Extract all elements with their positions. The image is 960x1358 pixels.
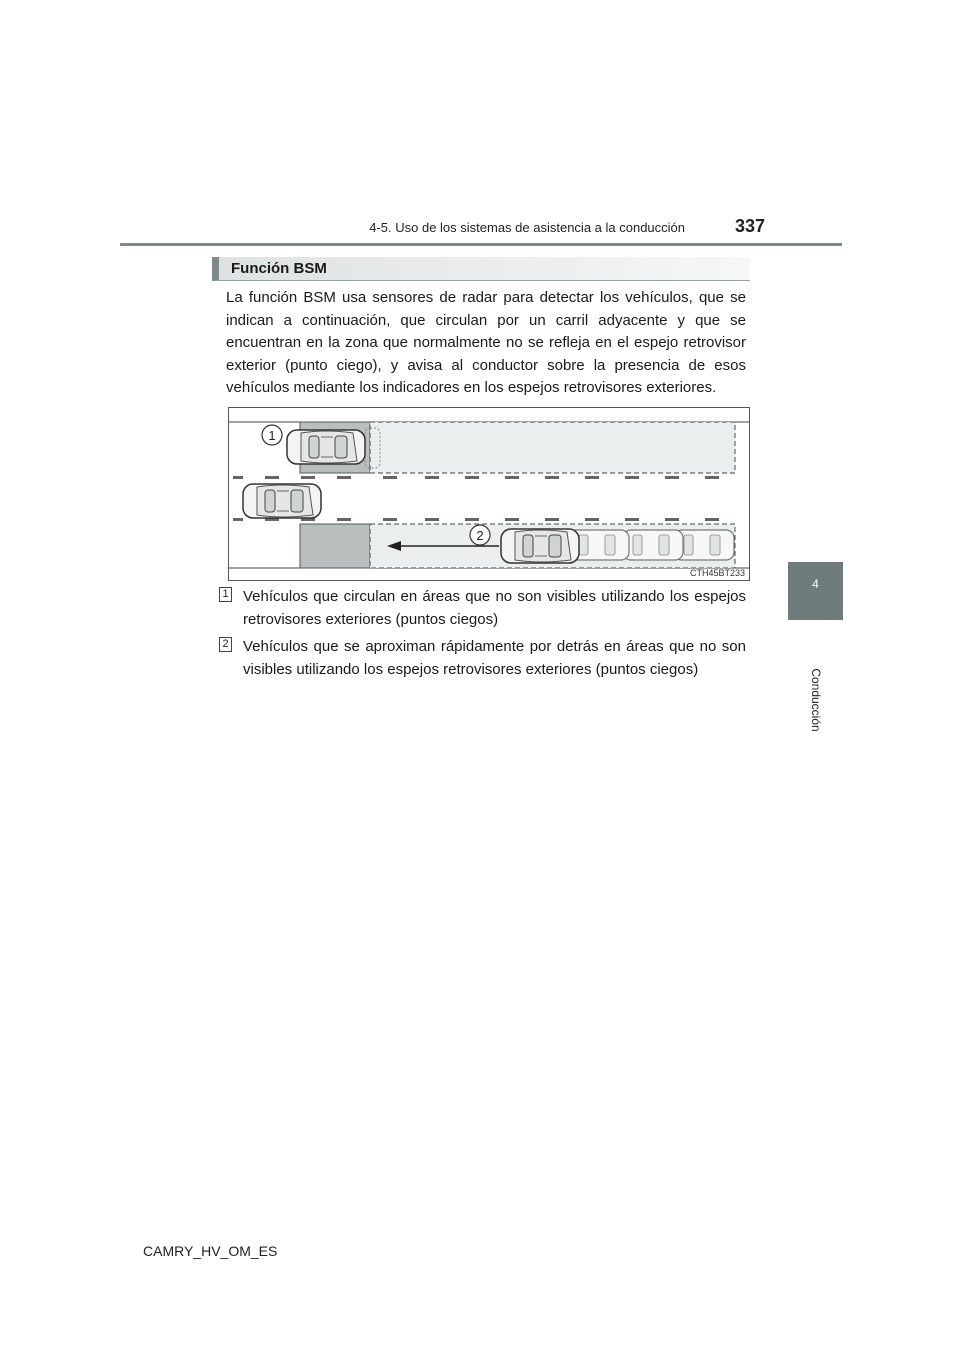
item-text: Vehículos que se aproximan rápidamente por detrás en áreas que no son visibles utilizando los espejos retrovisores exteriores (puntos ciegos) xyxy=(243,638,746,678)
header-section-title: 4-5. Uso de los sistemas de asistencia a la conducción xyxy=(369,220,685,235)
chapter-tab[interactable] xyxy=(788,562,843,620)
footer-doc-code: CAMRY_HV_OM_ES xyxy=(143,1243,278,1259)
section-header-bar xyxy=(212,257,750,281)
road-illustration xyxy=(229,408,750,581)
callout-2-label: 2 xyxy=(476,528,484,543)
item-number: 2 xyxy=(219,637,232,652)
page-number: 337 xyxy=(735,216,766,236)
callout-1-marker xyxy=(262,425,282,445)
header-divider xyxy=(120,243,842,246)
intro-paragraph: La función BSM usa sensores de radar para detectar los vehículos, que se indican a continuación, que circulan por un carril adyacente y que se encuentran en la zona que normalmente no se refleja en el espejo retrovisor exterior (punto ciego), y avisa al conductor sobre la presencia de esos vehículos mediante los indicadores en los espejos retrovisores exteriores. xyxy=(226,289,746,397)
callout-2-marker xyxy=(470,525,490,545)
figure-code: CTH45BT233 xyxy=(689,568,745,578)
item-number: 1 xyxy=(219,587,232,602)
bsm-diagram xyxy=(228,407,750,581)
callout-1-label: 1 xyxy=(268,428,276,443)
section-title: Función BSM xyxy=(231,260,327,277)
item-text: Vehículos que circulan en áreas que no son visibles utilizando los espejos retrovisores exteriores (puntos ciegos) xyxy=(243,588,746,628)
chapter-label: Conducción xyxy=(809,668,823,732)
chapter-number: 4 xyxy=(812,577,819,591)
